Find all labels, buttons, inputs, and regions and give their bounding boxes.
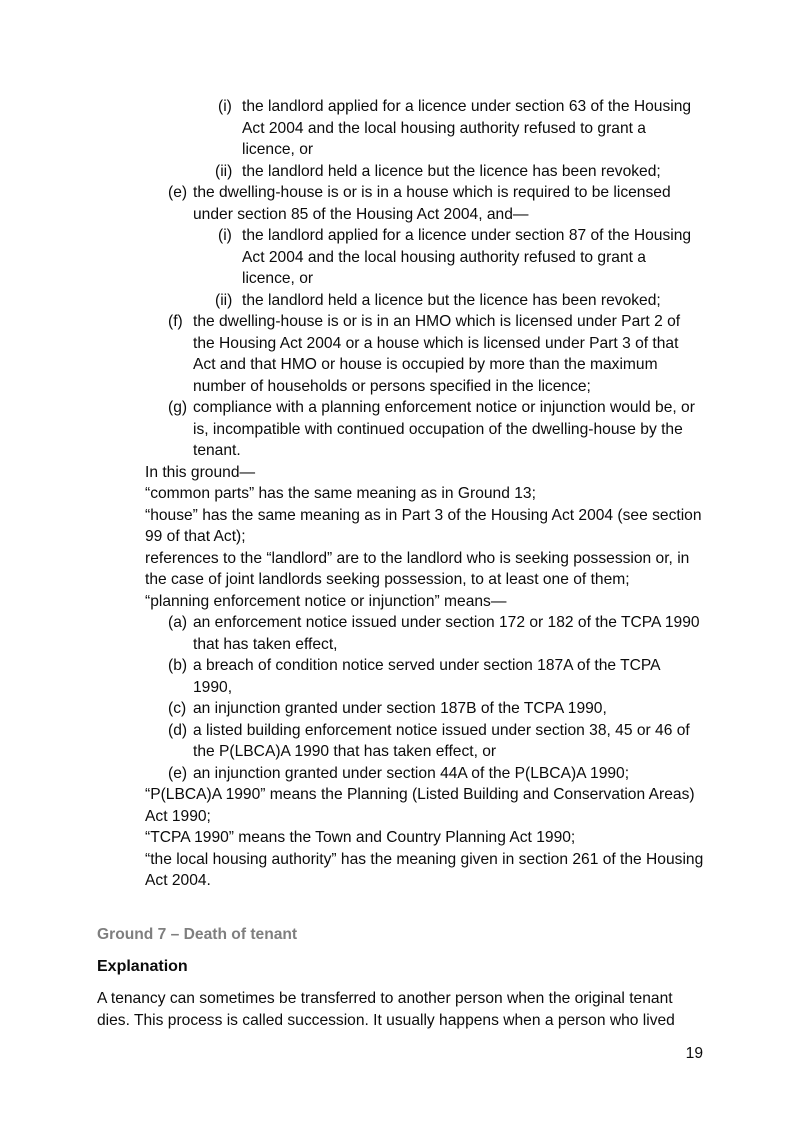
item-number: (i) <box>218 98 232 115</box>
list-item <box>168 612 703 655</box>
list-item <box>218 225 702 290</box>
definition-house: “house” has the same meaning as in Part 3 of the Housing Act 2004 (see section 99 of that Act); <box>145 506 702 545</box>
list-item <box>168 655 703 698</box>
item-text: compliance with a planning enforcement notice or injunction would be, or is, incompatible with continued occupation of the dwelling-house by the tenant. <box>193 399 695 459</box>
definition-common-parts: “common parts” has the same meaning as in Ground 13; <box>145 485 536 502</box>
list-item <box>168 182 703 225</box>
item-text: an injunction granted under section 187B of the TCPA 1990, <box>193 700 607 717</box>
item-text: a listed building enforcement notice issued under section 38, 45 or 46 of the P(LBCA)A 1990 that has taken effect, or <box>193 721 690 760</box>
item-text: the landlord applied for a licence under section 63 of the Housing Act 2004 and the local housing authority refused to grant a licence, or <box>242 98 692 158</box>
definition-landlord: references to the “landlord” are to the landlord who is seeking possession or, in the case of joint landlords seeking possession, to at least one of them; <box>145 549 690 588</box>
definition-plbca: “P(LBCA)A 1990” means the Planning (Listed Building and Conservation Areas) Act 1990; <box>145 786 695 825</box>
item-text: an enforcement notice issued under section 172 or 182 of the TCPA 1990 that has taken effect, <box>193 614 700 653</box>
item-number: (a) <box>168 614 188 631</box>
item-number: (f) <box>168 313 183 330</box>
list-item <box>168 397 703 462</box>
item-number: (d) <box>168 721 188 739</box>
item-number: (ii) <box>215 291 233 309</box>
item-number: (e) <box>168 764 188 782</box>
list-item <box>168 311 703 397</box>
item-number: (ii) <box>215 162 233 180</box>
explanation-heading: Explanation <box>97 958 188 975</box>
definitions-intro: In this ground— <box>145 463 256 481</box>
item-text: an injunction granted under section 44A of the P(LBCA)A 1990; <box>193 764 630 782</box>
explanation-paragraph: A tenancy can sometimes be transferred to another person when the original tenant dies. This process is called succession. It usually happens when a person who lived <box>97 990 675 1029</box>
item-text: the dwelling-house is or is in an HMO which is licensed under Part 2 of the Housing Act 2004 or a house which is licensed under Part 3 of that Act and that HMO or house is occupied by more than the maximum number of households or persons specified in the licence; <box>193 313 681 395</box>
section-title: Ground 7 – Death of tenant <box>97 926 298 943</box>
item-number: (c) <box>168 700 187 717</box>
definition-planning: “planning enforcement notice or injunction” means— <box>145 592 507 610</box>
list-item <box>168 720 703 763</box>
definition-local-housing-authority: “the local housing authority” has the meaning given in section 261 of the Housing Act 2004. <box>145 850 704 889</box>
ground-conditions-list <box>0 96 800 892</box>
item-text: the landlord held a licence but the licence has been revoked; <box>242 162 661 180</box>
list-item <box>168 763 703 785</box>
item-text: the landlord applied for a licence under section 87 of the Housing Act 2004 and the local housing authority refused to grant a licence, or <box>242 227 692 287</box>
item-number: (b) <box>168 657 188 674</box>
definition-tcpa: “TCPA 1990” means the Town and Country Planning Act 1990; <box>145 829 576 846</box>
item-text: the dwelling-house is or is in a house which is required to be licensed under section 85 of the Housing Act 2004, and— <box>193 184 671 223</box>
item-number: (i) <box>218 227 232 244</box>
list-item <box>168 698 703 720</box>
item-text: the landlord held a licence but the licence has been revoked; <box>242 291 661 309</box>
item-text: a breach of condition notice served under section 187A of the TCPA 1990, <box>193 657 660 696</box>
list-item <box>215 290 702 312</box>
list-item <box>215 161 702 183</box>
page-number: 19 <box>685 1045 703 1062</box>
list-item <box>218 96 702 161</box>
item-number: (g) <box>168 399 188 416</box>
item-number: (e) <box>168 184 188 201</box>
